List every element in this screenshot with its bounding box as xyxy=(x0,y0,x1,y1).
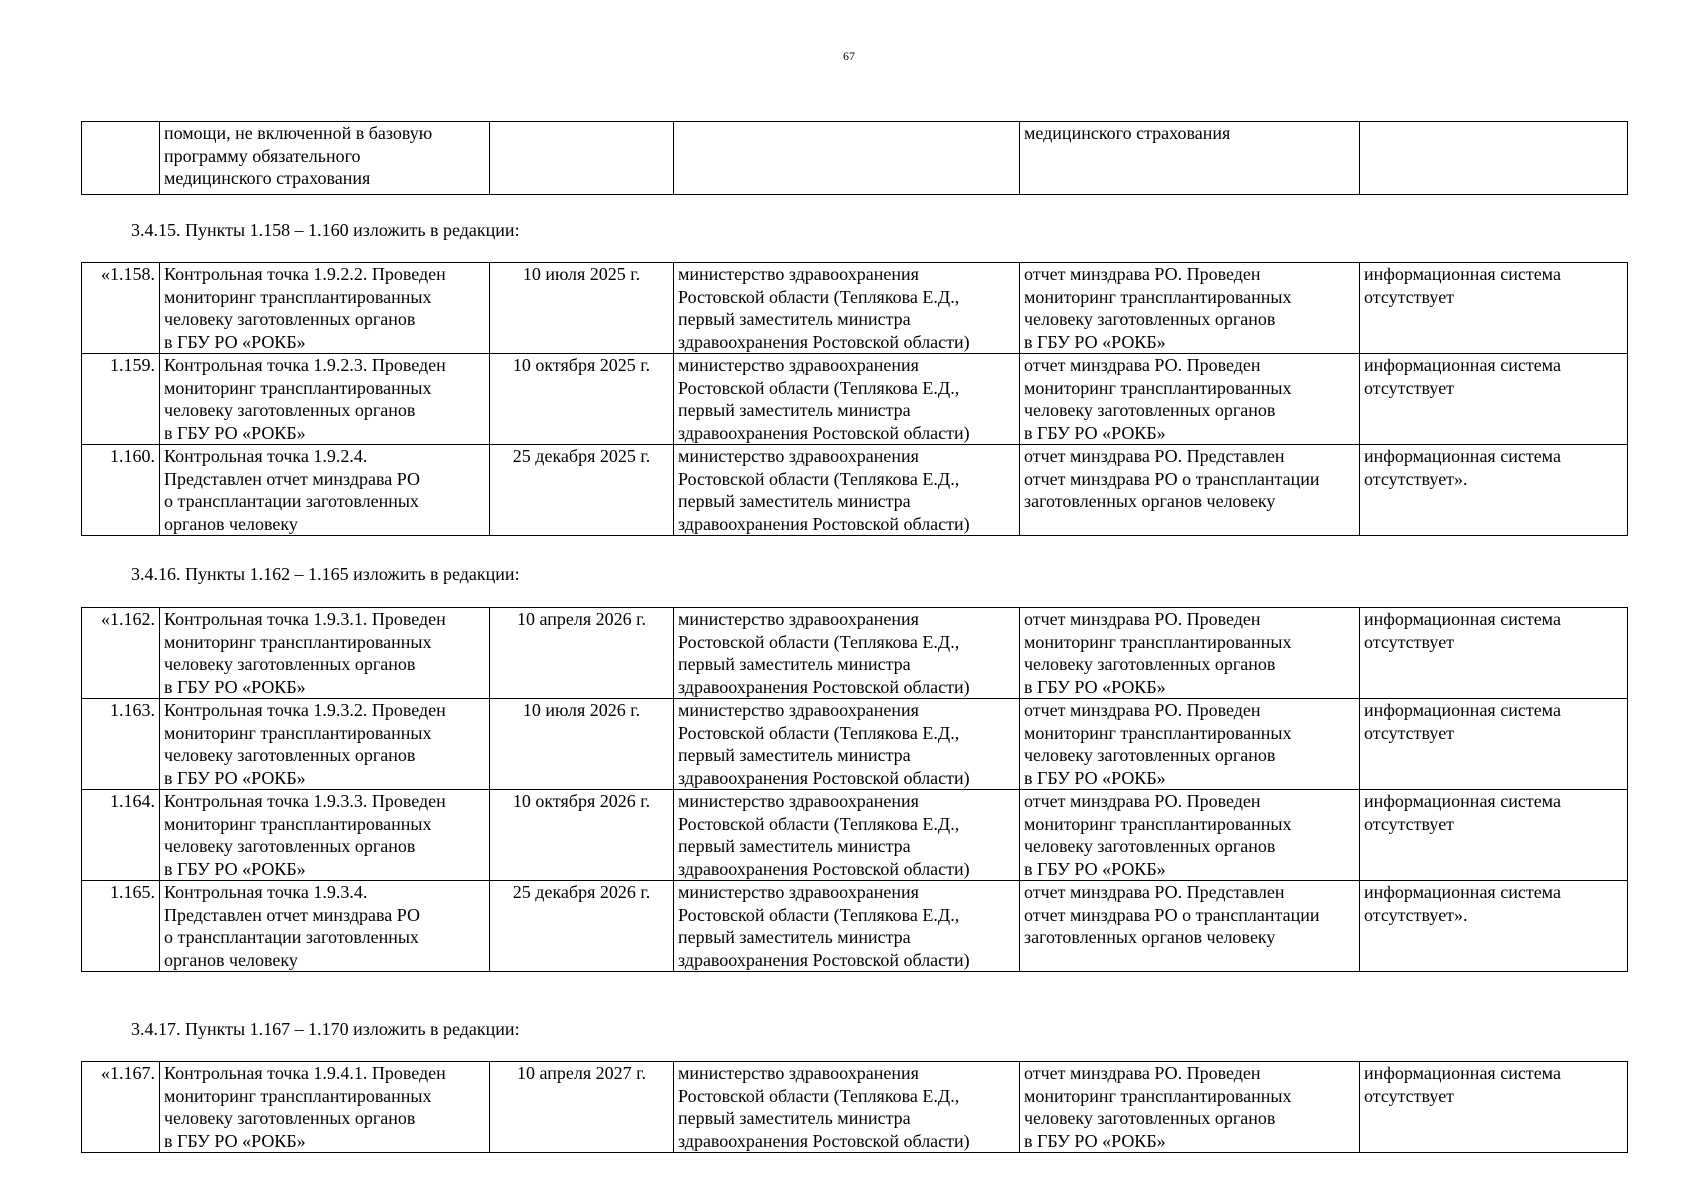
description-cell: Контрольная точка 1.9.3.2. Проведен мониторинг трансплантированных человеку заготовленных органов в ГБУ РО «РОКБ» xyxy=(160,699,490,790)
description-cell: Контрольная точка 1.9.4.1. Проведен мониторинг трансплантированных человеку заготовленных органов в ГБУ РО «РОКБ» xyxy=(160,1062,490,1153)
table-row xyxy=(82,445,1628,536)
item-number-cell: 1.160. xyxy=(82,445,160,536)
result-cell: отчет минздрава РО. Проведен мониторинг трансплантированных человеку заготовленных органов в ГБУ РО «РОКБ» xyxy=(1020,263,1360,354)
info-system-cell: информационная система отсутствует xyxy=(1360,790,1628,881)
result-cell: отчет минздрава РО. Представлен отчет минздрава РО о трансплантации заготовленных органов человеку xyxy=(1020,881,1360,972)
date-cell: 10 октября 2026 г. xyxy=(490,790,674,881)
responsible-cell: министерство здравоохранения Ростовской области (Теплякова Е.Д., первый заместитель министра здравоохранения Ростовской области) xyxy=(674,263,1020,354)
section-table xyxy=(81,1061,1628,1153)
table-row xyxy=(82,1062,1628,1153)
description-cell: помощи, не включенной в базовую программу обязательного медицинского страхования xyxy=(160,122,490,195)
item-number-cell: «1.158. xyxy=(82,263,160,354)
result-cell: отчет минздрава РО. Представлен отчет минздрава РО о трансплантации заготовленных органов человеку xyxy=(1020,445,1360,536)
date-cell: 25 декабря 2026 г. xyxy=(490,881,674,972)
result-cell: отчет минздрава РО. Проведен мониторинг трансплантированных человеку заготовленных органов в ГБУ РО «РОКБ» xyxy=(1020,790,1360,881)
section-table xyxy=(81,607,1628,972)
responsible-cell: министерство здравоохранения Ростовской области (Теплякова Е.Д., первый заместитель министра здравоохранения Ростовской области) xyxy=(674,881,1020,972)
section-heading: 3.4.15. Пункты 1.158 – 1.160 изложить в редакции: xyxy=(131,220,520,240)
responsible-cell xyxy=(674,122,1020,195)
description-cell: Контрольная точка 1.9.3.3. Проведен мониторинг трансплантированных человеку заготовленных органов в ГБУ РО «РОКБ» xyxy=(160,790,490,881)
description-cell: Контрольная точка 1.9.2.4. Представлен отчет минздрава РО о трансплантации заготовленных органов человеку xyxy=(160,445,490,536)
info-system-cell: информационная система отсутствует xyxy=(1360,699,1628,790)
page-number: 67 xyxy=(843,49,855,63)
date-cell: 10 июля 2026 г. xyxy=(490,699,674,790)
item-number-cell: 1.159. xyxy=(82,354,160,445)
table-row xyxy=(82,790,1628,881)
responsible-cell: министерство здравоохранения Ростовской области (Теплякова Е.Д., первый заместитель министра здравоохранения Ростовской области) xyxy=(674,354,1020,445)
result-cell: отчет минздрава РО. Проведен мониторинг трансплантированных человеку заготовленных органов в ГБУ РО «РОКБ» xyxy=(1020,608,1360,699)
date-cell: 10 апреля 2026 г. xyxy=(490,608,674,699)
description-cell: Контрольная точка 1.9.3.4. Представлен отчет минздрава РО о трансплантации заготовленных органов человеку xyxy=(160,881,490,972)
info-system-cell: информационная система отсутствует». xyxy=(1360,445,1628,536)
date-cell: 10 октября 2025 г. xyxy=(490,354,674,445)
table-row xyxy=(82,881,1628,972)
result-cell: отчет минздрава РО. Проведен мониторинг трансплантированных человеку заготовленных органов в ГБУ РО «РОКБ» xyxy=(1020,354,1360,445)
date-cell: 25 декабря 2025 г. xyxy=(490,445,674,536)
result-cell: отчет минздрава РО. Проведен мониторинг трансплантированных человеку заготовленных органов в ГБУ РО «РОКБ» xyxy=(1020,1062,1360,1153)
date-cell xyxy=(490,122,674,195)
responsible-cell: министерство здравоохранения Ростовской области (Теплякова Е.Д., первый заместитель министра здравоохранения Ростовской области) xyxy=(674,608,1020,699)
info-system-cell: информационная система отсутствует xyxy=(1360,1062,1628,1153)
responsible-cell: министерство здравоохранения Ростовской области (Теплякова Е.Д., первый заместитель министра здравоохранения Ростовской области) xyxy=(674,699,1020,790)
table-row xyxy=(82,608,1628,699)
item-number-cell: 1.164. xyxy=(82,790,160,881)
section-heading: 3.4.16. Пункты 1.162 – 1.165 изложить в редакции: xyxy=(131,564,520,584)
result-cell: медицинского страхования xyxy=(1020,122,1360,195)
info-system-cell: информационная система отсутствует xyxy=(1360,263,1628,354)
info-system-cell xyxy=(1360,122,1628,195)
date-cell: 10 апреля 2027 г. xyxy=(490,1062,674,1153)
table-row xyxy=(82,354,1628,445)
description-cell: Контрольная точка 1.9.2.3. Проведен мониторинг трансплантированных человеку заготовленных органов в ГБУ РО «РОКБ» xyxy=(160,354,490,445)
item-number-cell: «1.167. xyxy=(82,1062,160,1153)
table-row xyxy=(82,122,1628,195)
result-cell: отчет минздрава РО. Проведен мониторинг трансплантированных человеку заготовленных органов в ГБУ РО «РОКБ» xyxy=(1020,699,1360,790)
item-number-cell: «1.162. xyxy=(82,608,160,699)
description-cell: Контрольная точка 1.9.3.1. Проведен мониторинг трансплантированных человеку заготовленных органов в ГБУ РО «РОКБ» xyxy=(160,608,490,699)
item-number-cell: 1.165. xyxy=(82,881,160,972)
table-row xyxy=(82,263,1628,354)
date-cell: 10 июля 2025 г. xyxy=(490,263,674,354)
responsible-cell: министерство здравоохранения Ростовской области (Теплякова Е.Д., первый заместитель министра здравоохранения Ростовской области) xyxy=(674,790,1020,881)
info-system-cell: информационная система отсутствует xyxy=(1360,608,1628,699)
responsible-cell: министерство здравоохранения Ростовской области (Теплякова Е.Д., первый заместитель министра здравоохранения Ростовской области) xyxy=(674,1062,1020,1153)
item-number-cell xyxy=(82,122,160,195)
table-row xyxy=(82,699,1628,790)
info-system-cell: информационная система отсутствует». xyxy=(1360,881,1628,972)
section-heading: 3.4.17. Пункты 1.167 – 1.170 изложить в редакции: xyxy=(131,1019,520,1039)
responsible-cell: министерство здравоохранения Ростовской области (Теплякова Е.Д., первый заместитель министра здравоохранения Ростовской области) xyxy=(674,445,1020,536)
item-number-cell: 1.163. xyxy=(82,699,160,790)
info-system-cell: информационная система отсутствует xyxy=(1360,354,1628,445)
continuation-table xyxy=(81,121,1628,195)
description-cell: Контрольная точка 1.9.2.2. Проведен мониторинг трансплантированных человеку заготовленных органов в ГБУ РО «РОКБ» xyxy=(160,263,490,354)
section-table xyxy=(81,262,1628,536)
